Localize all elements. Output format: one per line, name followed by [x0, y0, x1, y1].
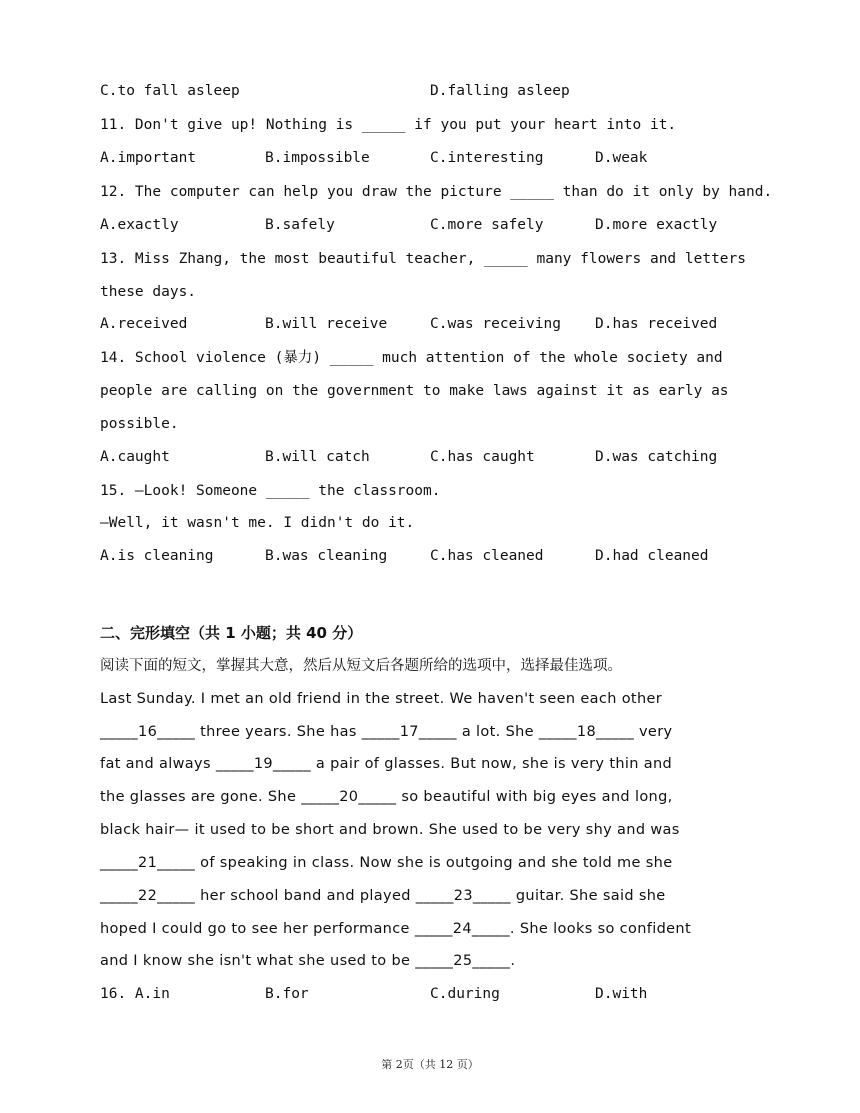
q12-option-c: C.more safely: [430, 217, 544, 233]
q14-options: [100, 447, 800, 467]
page-footer: 第 2页（共 12 页）: [381, 1058, 479, 1071]
q10-option-c: C.to fall asleep: [100, 83, 240, 99]
q11-option-c: C.interesting: [430, 150, 544, 166]
q13-option-c: C.was receiving: [430, 316, 561, 332]
q12-option-a: A.exactly: [100, 217, 179, 233]
q15-stem-line: 15. —Look! Someone _____ the classroom.: [100, 483, 441, 499]
q13-option-a: A.received: [100, 316, 188, 332]
q11-stem: 11. Don't give up! Nothing is _____ if you put your heart into it.: [100, 117, 677, 133]
q14-option-a: A.caught: [100, 449, 170, 465]
q10-option-d: D.falling asleep: [430, 83, 570, 99]
q12-option-d: D.more exactly: [595, 217, 718, 233]
q12-options: [100, 215, 800, 235]
q14-stem-line: possible.: [100, 416, 179, 432]
passage-line: and I know she isn't what she used to be _____25_____.: [100, 953, 516, 969]
q15-option-a: A.is cleaning: [100, 548, 214, 564]
q16-option-c: C.during: [430, 986, 500, 1002]
q15-option-c: C.has cleaned: [430, 548, 544, 564]
passage-line: hoped I could go to see her performance _____24_____. She looks so confident: [100, 921, 691, 937]
passage-line: _____21_____ of speaking in class. Now she is outgoing and she told me she: [100, 855, 673, 871]
q14-option-b: B.will catch: [265, 449, 370, 465]
q11-options: [100, 148, 800, 168]
q14-option-c: C.has caught: [430, 449, 535, 465]
q13-stem-line: these days.: [100, 284, 197, 300]
q16-option-a: 16. A.in: [100, 986, 170, 1002]
q16-option-d: D.with: [595, 986, 648, 1002]
passage-line: black hair— it used to be short and brown. She used to be very shy and was: [100, 822, 680, 838]
q13-options: [100, 314, 800, 334]
passage-line: _____16_____ three years. She has _____17_____ a lot. She _____18_____ very: [100, 724, 673, 740]
q13-option-b: B.will receive: [265, 316, 388, 332]
passage-line: fat and always _____19_____ a pair of glasses. But now, she is very thin and: [100, 756, 673, 772]
q11-option-b: B.impossible: [265, 150, 370, 166]
section-instruction: 阅读下面的短文，掌握其大意，然后从短文后各题所给的选项中，选择最佳选项。: [100, 658, 622, 674]
q14-stem-line: 14. School violence (暴力) _____ much attention of the whole society and: [100, 350, 723, 366]
q15-stem-line: —Well, it wasn't me. I didn't do it.: [100, 515, 415, 531]
q15-option-d: D.had cleaned: [595, 548, 709, 564]
q12-option-b: B.safely: [265, 217, 335, 233]
section-title: 二、完形填空（共 1 小题；共 40 分）: [100, 624, 363, 642]
q16-option-b: B.for: [265, 986, 309, 1002]
q15-option-b: B.was cleaning: [265, 548, 388, 564]
passage-line: _____22_____ her school band and played _____23_____ guitar. She said she: [100, 888, 666, 904]
q14-stem-line: people are calling on the government to make laws against it as early as: [100, 383, 729, 399]
q10-options: [100, 81, 800, 101]
q11-option-d: D.weak: [595, 150, 648, 166]
q13-option-d: D.has received: [595, 316, 718, 332]
q11-option-a: A.important: [100, 150, 197, 166]
q13-stem-line: 13. Miss Zhang, the most beautiful teacher, _____ many flowers and letters: [100, 251, 747, 267]
passage-line: the glasses are gone. She _____20_____ so beautiful with big eyes and long,: [100, 789, 673, 805]
q16-options: [100, 984, 800, 1004]
q15-options: [100, 546, 800, 566]
q14-option-d: D.was catching: [595, 449, 718, 465]
q12-stem: 12. The computer can help you draw the picture _____ than do it only by hand.: [100, 184, 773, 200]
passage-line: Last Sunday. I met an old friend in the street. We haven't seen each other: [100, 691, 663, 707]
